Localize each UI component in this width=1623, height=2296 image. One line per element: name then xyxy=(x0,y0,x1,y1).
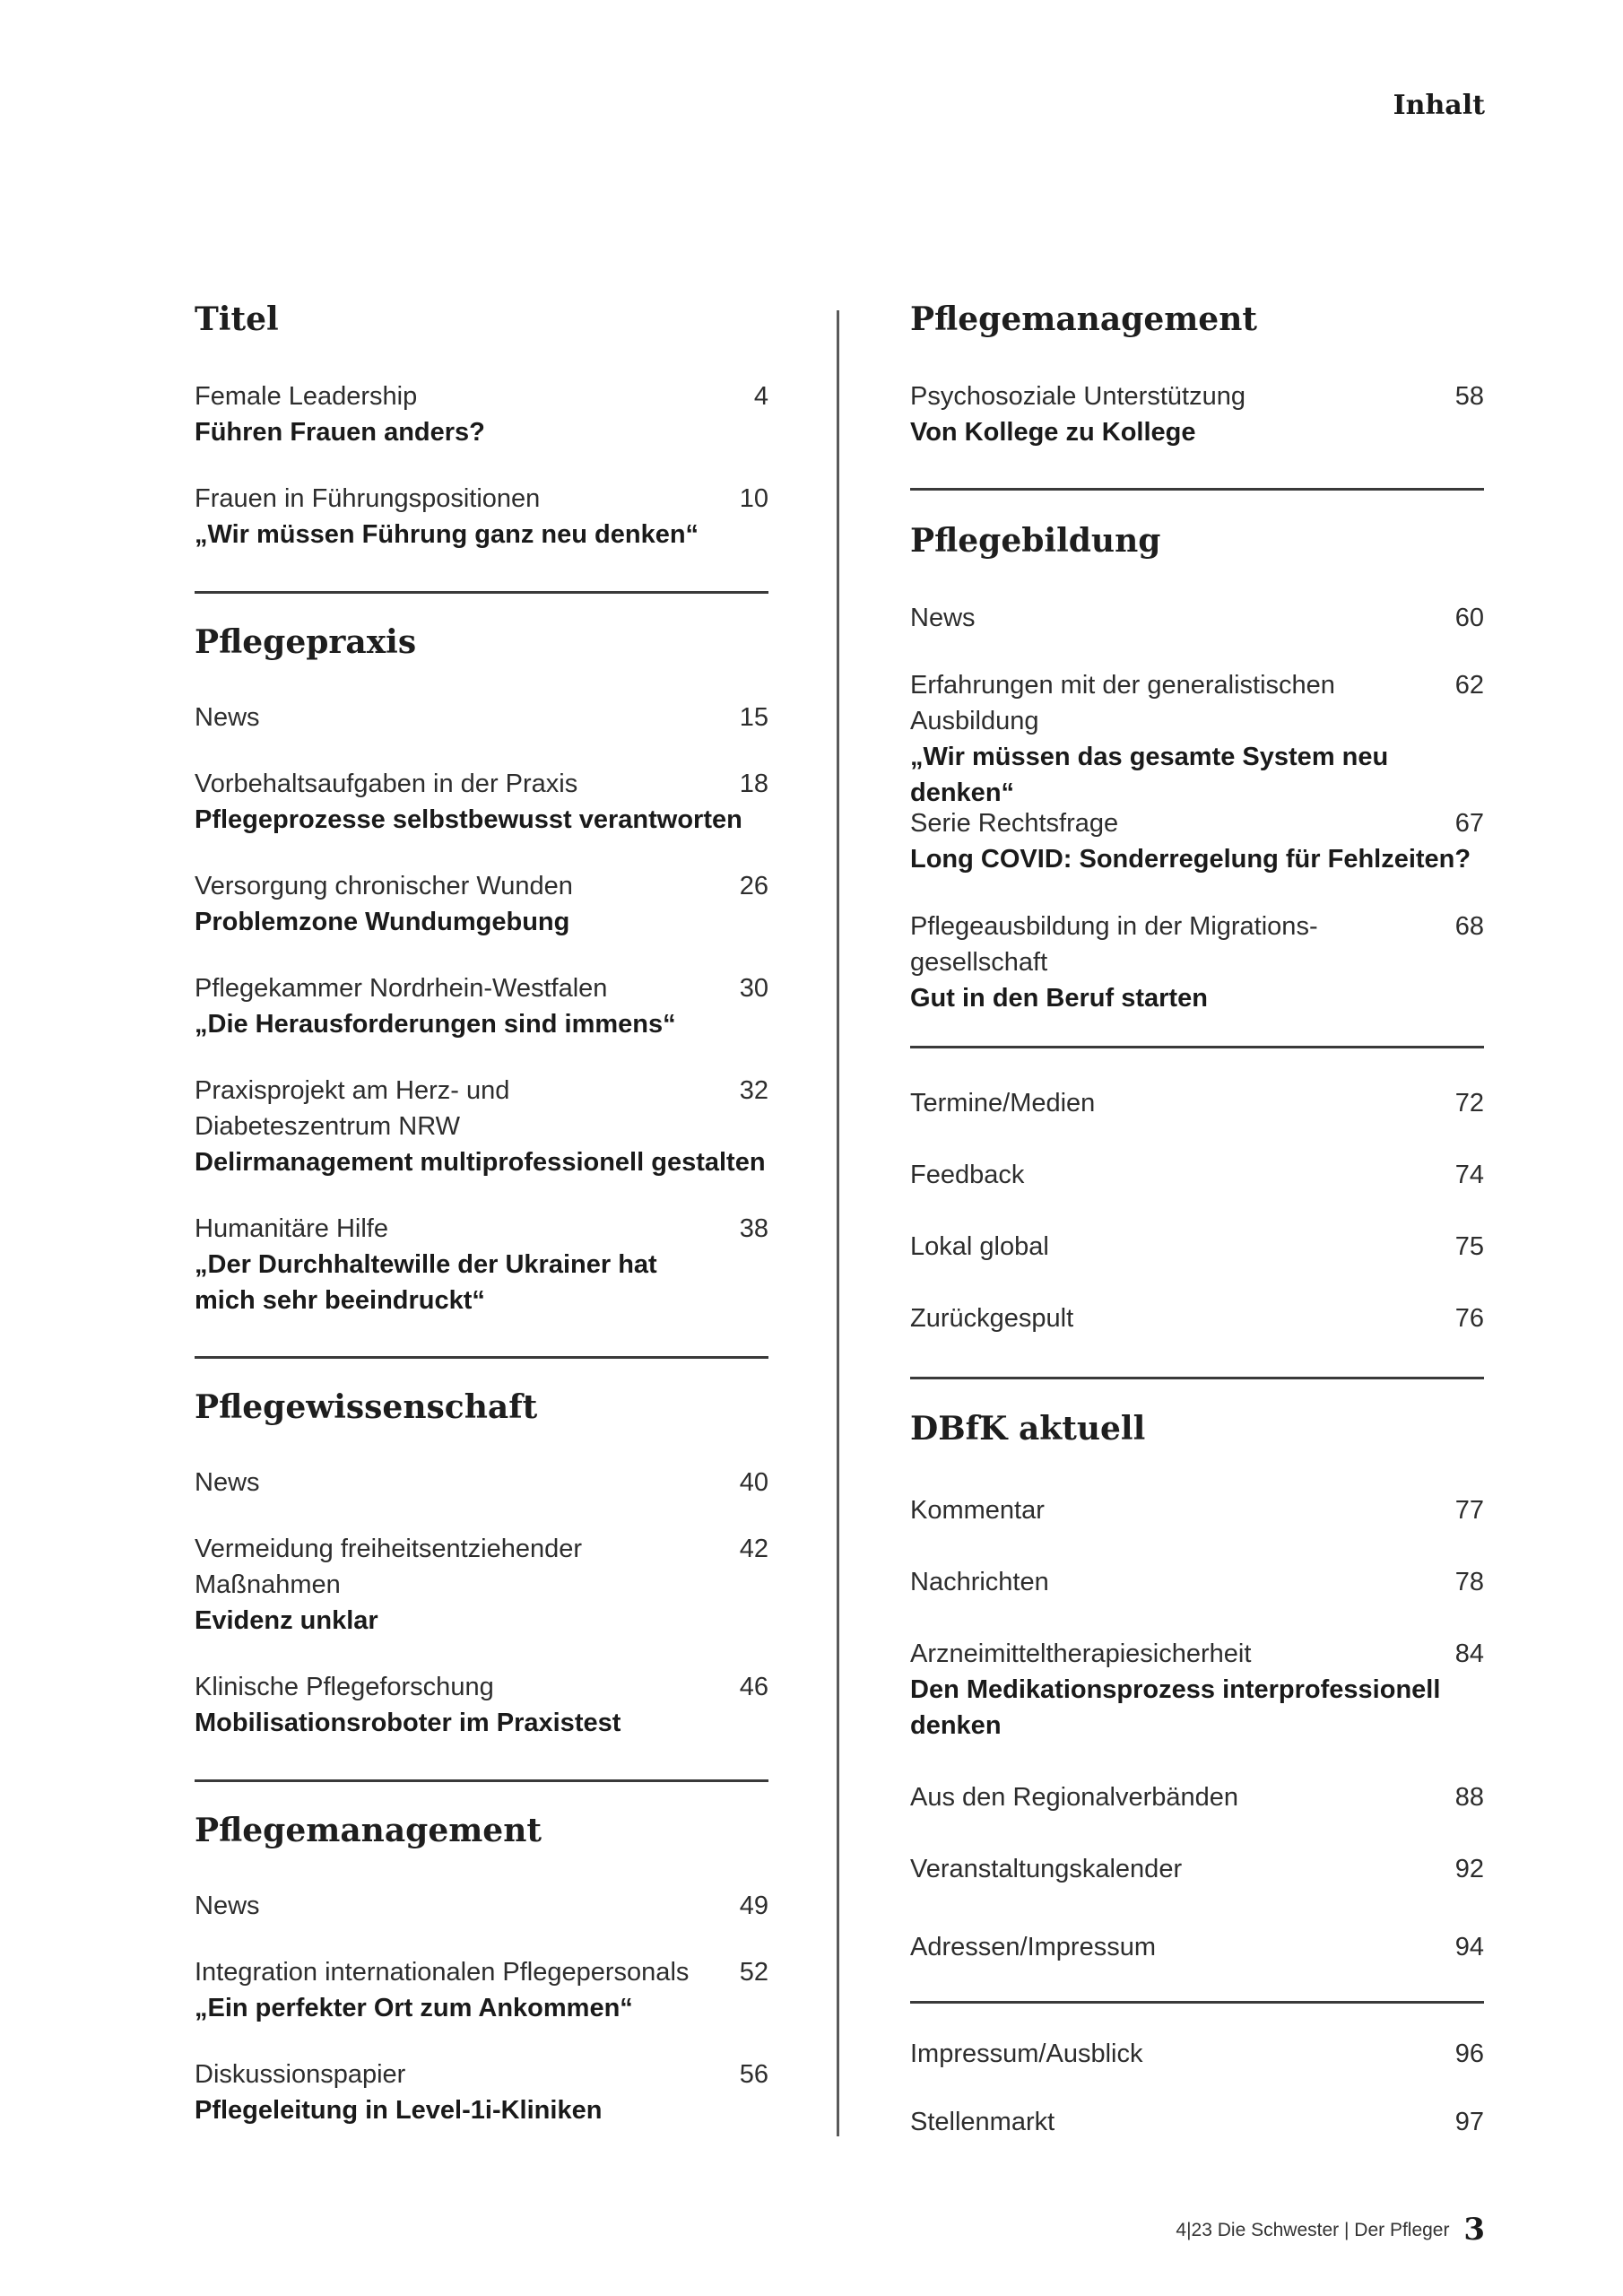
entry-label: Adressen/Impressum xyxy=(910,1933,1156,1961)
entry-label: Arzneimitteltherapiesicherheit xyxy=(910,1639,1252,1668)
entry-headline: Pflegeprozesse selbstbewusst verantworten xyxy=(195,805,742,834)
section-title-pflegepraxis: Pflegepraxis xyxy=(195,623,417,661)
entry-headline: Evidenz unklar xyxy=(195,1606,378,1635)
entry-label: Lokal global xyxy=(910,1232,1049,1261)
section-divider xyxy=(195,1779,768,1782)
entry-page-number: 30 xyxy=(739,974,768,1003)
entry-headline: „Die Herausforderungen sind immens“ xyxy=(195,1010,676,1039)
entry-page-number: 4 xyxy=(753,382,768,411)
toc-entry[interactable] xyxy=(910,1229,1484,1265)
entry-label: Erfahrungen mit der generalistischen Ausbildung xyxy=(910,671,1335,735)
entry-label: Versorgung chronischer Wunden xyxy=(195,872,573,900)
entry-label: Kommentar xyxy=(910,1496,1045,1525)
entry-label: Diskussionspapier xyxy=(195,2060,406,2089)
toc-entry[interactable] xyxy=(910,1085,1484,1121)
toc-entry[interactable] xyxy=(910,1851,1484,1887)
toc-entry[interactable] xyxy=(195,970,768,1042)
entry-headline: Pflegeleitung in Level-1i-Kliniken xyxy=(195,2096,603,2125)
toc-entry[interactable] xyxy=(195,1211,768,1318)
section-divider xyxy=(910,2001,1484,2004)
section-divider xyxy=(195,591,768,594)
entry-label: Pflegekammer Nordrhein-Westfalen xyxy=(195,974,608,1003)
toc-entry[interactable] xyxy=(195,2057,768,2128)
toc-entry[interactable] xyxy=(910,1157,1484,1193)
entry-page-number: 32 xyxy=(739,1076,768,1105)
toc-entry[interactable] xyxy=(195,700,768,735)
toc-entry[interactable] xyxy=(910,909,1484,1016)
entry-label: Klinische Pflegeforschung xyxy=(195,1673,494,1701)
entry-label: Vermeidung freiheitsentziehender Maßnahmen xyxy=(195,1535,583,1599)
entry-page-number: 68 xyxy=(1454,912,1484,941)
entry-page-number: 58 xyxy=(1454,382,1484,411)
section-divider xyxy=(910,488,1484,491)
entry-page-number: 97 xyxy=(1454,2108,1484,2136)
section-divider xyxy=(195,1356,768,1359)
entry-label: Integration internationalen Pflegepersonals xyxy=(195,1958,690,1987)
section-divider xyxy=(910,1046,1484,1048)
entry-label: Aus den Regionalverbänden xyxy=(910,1783,1238,1812)
section-title-pflegemanagement: Pflegemanagement xyxy=(195,1812,542,1849)
entry-page-number: 94 xyxy=(1454,1933,1484,1961)
toc-entry[interactable] xyxy=(195,481,768,552)
entry-headline: Long COVID: Sonderregelung für Fehlzeiten? xyxy=(910,845,1471,874)
entry-page-number: 18 xyxy=(739,770,768,798)
entry-headline: Führen Frauen anders? xyxy=(195,418,485,447)
toc-entry[interactable] xyxy=(910,600,1484,636)
toc-entry[interactable] xyxy=(195,1073,768,1180)
page-header-title: Inhalt xyxy=(1393,90,1485,121)
entry-page-number: 62 xyxy=(1454,671,1484,700)
entry-page-number: 42 xyxy=(739,1535,768,1563)
toc-entry[interactable] xyxy=(910,1929,1484,1965)
footer-issue: 4|23 xyxy=(1176,2220,1212,2240)
section-title-titel: Titel xyxy=(195,300,279,338)
entry-label: Veranstaltungskalender xyxy=(910,1855,1183,1883)
entry-label: Humanitäre Hilfe xyxy=(195,1214,388,1243)
entry-label: Zurückgespult xyxy=(910,1304,1074,1333)
entry-page-number: 52 xyxy=(739,1958,768,1987)
entry-page-number: 84 xyxy=(1454,1639,1484,1668)
entry-label: Feedback xyxy=(910,1161,1025,1189)
entry-label: Female Leadership xyxy=(195,382,418,411)
entry-label: Nachrichten xyxy=(910,1568,1049,1596)
toc-entry[interactable] xyxy=(910,2104,1484,2140)
page-footer xyxy=(1176,2212,1485,2248)
entry-headline: Problemzone Wundumgebung xyxy=(195,908,570,936)
toc-entry[interactable] xyxy=(910,1492,1484,1528)
toc-entry[interactable] xyxy=(195,378,768,450)
entry-label: Praxisprojekt am Herz- und Diabeteszentrum NRW xyxy=(195,1076,510,1141)
entry-page-number: 40 xyxy=(739,1468,768,1497)
entry-label: Psychosoziale Unterstützung xyxy=(910,382,1245,411)
section-title-pflegebildung: Pflegebildung xyxy=(910,522,1161,560)
entry-label: Vorbehaltsaufgaben in der Praxis xyxy=(195,770,578,798)
entry-label: News xyxy=(195,1892,260,1920)
footer-magazine: Die Schwester | Der Pfleger xyxy=(1217,2220,1450,2240)
entry-page-number: 60 xyxy=(1454,604,1484,632)
toc-entry[interactable] xyxy=(195,1669,768,1741)
entry-page-number: 38 xyxy=(739,1214,768,1243)
entry-page-number: 26 xyxy=(739,872,768,900)
entry-page-number: 92 xyxy=(1454,1855,1484,1883)
toc-entry[interactable] xyxy=(195,1888,768,1924)
entry-page-number: 78 xyxy=(1454,1568,1484,1596)
entry-page-number: 67 xyxy=(1454,809,1484,838)
entry-page-number: 15 xyxy=(739,703,768,732)
entry-headline: „Wir müssen das gesamte System neu denken“ xyxy=(910,743,1389,807)
entry-page-number: 10 xyxy=(739,484,768,513)
column-divider xyxy=(837,310,839,2136)
entry-page-number: 77 xyxy=(1454,1496,1484,1525)
toc-entry[interactable] xyxy=(910,805,1484,877)
entry-label: Impressum/Ausblick xyxy=(910,2039,1143,2068)
entry-headline: „Ein perfekter Ort zum Ankommen“ xyxy=(195,1994,633,2022)
section-divider xyxy=(910,1377,1484,1379)
toc-entry[interactable] xyxy=(910,1779,1484,1815)
entry-page-number: 74 xyxy=(1454,1161,1484,1189)
entry-page-number: 49 xyxy=(739,1892,768,1920)
entry-label: Stellenmarkt xyxy=(910,2108,1055,2136)
toc-entry[interactable] xyxy=(910,1300,1484,1336)
section-title-pflegewissenschaft: Pflegewissenschaft xyxy=(195,1388,538,1426)
entry-headline: Den Medikationsprozess interprofessionell denken xyxy=(910,1675,1441,1740)
entry-headline: Gut in den Beruf starten xyxy=(910,984,1208,1013)
entry-page-number: 72 xyxy=(1454,1089,1484,1118)
toc-entry[interactable] xyxy=(195,868,768,940)
entry-page-number: 76 xyxy=(1454,1304,1484,1333)
entry-page-number: 75 xyxy=(1454,1232,1484,1261)
section-title-pflegemanagement: Pflegemanagement xyxy=(910,300,1258,338)
toc-entry[interactable] xyxy=(195,1465,768,1500)
footer-page-number: 3 xyxy=(1463,2212,1485,2248)
toc-entry[interactable] xyxy=(910,378,1484,450)
entry-page-number: 96 xyxy=(1454,2039,1484,2068)
entry-headline: Delirmanagement multiprofessionell gestalten xyxy=(195,1148,766,1177)
entry-headline: Von Kollege zu Kollege xyxy=(910,418,1196,447)
entry-label: News xyxy=(195,1468,260,1497)
entry-label: News xyxy=(195,703,260,732)
toc-entry[interactable] xyxy=(195,766,768,838)
entry-headline: Mobilisationsroboter im Praxistest xyxy=(195,1709,621,1737)
entry-headline: „Wir müssen Führung ganz neu denken“ xyxy=(195,520,699,549)
entry-page-number: 46 xyxy=(739,1673,768,1701)
toc-entry[interactable] xyxy=(910,1564,1484,1600)
entry-label: Termine/Medien xyxy=(910,1089,1096,1118)
toc-entry[interactable] xyxy=(910,1636,1484,1744)
section-title-dbfk-aktuell: DBfK aktuell xyxy=(910,1410,1146,1448)
entry-page-number: 56 xyxy=(739,2060,768,2089)
entry-headline: „Der Durchhaltewille der Ukrainer hat mich sehr beeindruckt“ xyxy=(195,1250,657,1315)
toc-entry[interactable] xyxy=(195,1954,768,2026)
entry-label: Frauen in Führungspositionen xyxy=(195,484,541,513)
toc-entry[interactable] xyxy=(195,1531,768,1639)
entry-label: Pflegeausbildung in der Migrations- gesellschaft xyxy=(910,912,1318,977)
entry-label: News xyxy=(910,604,976,632)
entry-page-number: 88 xyxy=(1454,1783,1484,1812)
toc-entry[interactable] xyxy=(910,667,1484,811)
toc-entry[interactable] xyxy=(910,2036,1484,2072)
entry-label: Serie Rechtsfrage xyxy=(910,809,1119,838)
